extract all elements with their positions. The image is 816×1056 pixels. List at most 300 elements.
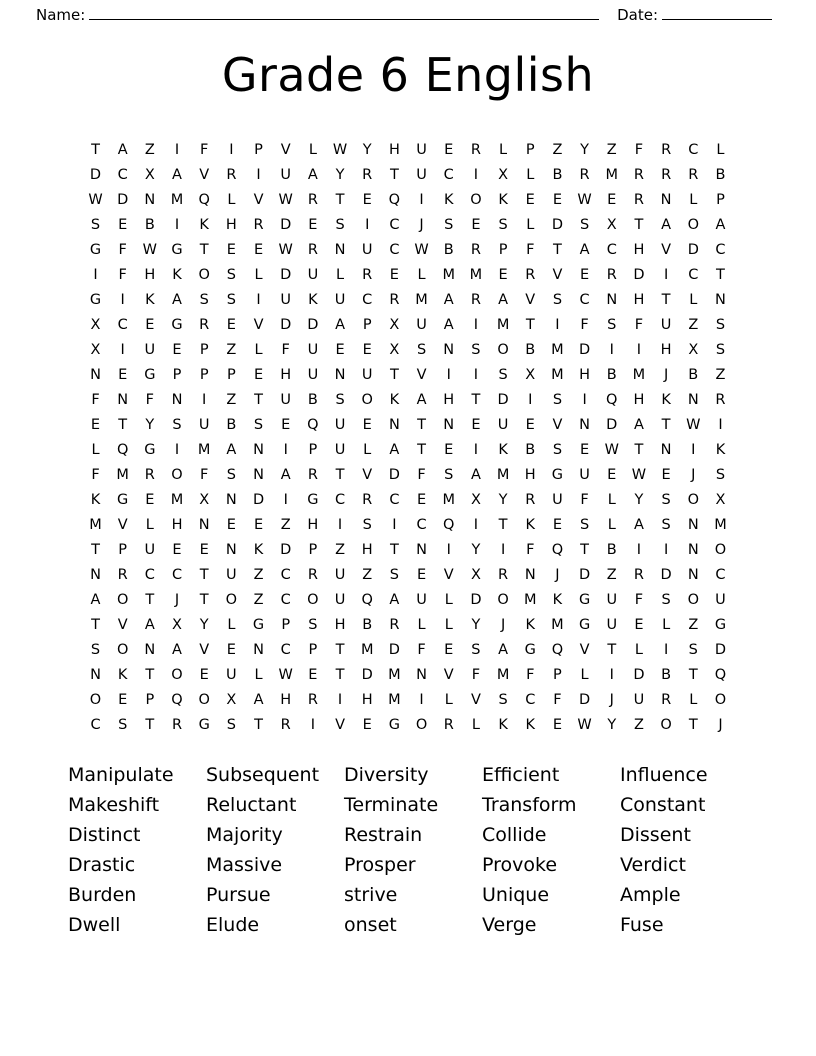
grid-cell: V <box>117 517 128 533</box>
grid-cell: X <box>389 342 400 358</box>
grid-cell: M <box>551 367 564 383</box>
word-list-item: Verge <box>482 914 537 936</box>
grid-cell: G <box>144 367 156 383</box>
grid-cell: E <box>416 567 427 583</box>
grid-cell: S <box>498 217 508 233</box>
grid-cell: U <box>307 267 319 283</box>
grid-cell: Y <box>471 617 481 633</box>
grid-cell: L <box>689 692 698 708</box>
grid-cell: N <box>388 417 400 433</box>
grid-cell: G <box>171 242 183 258</box>
grid-cell: Z <box>688 617 699 633</box>
grid-cell: W <box>577 192 592 208</box>
grid-cell: C <box>334 492 346 508</box>
grid-cell: Z <box>362 567 373 583</box>
grid-cell: T <box>688 667 698 683</box>
grid-cell: R <box>498 567 509 583</box>
grid-cell: T <box>335 642 345 658</box>
grid-row <box>83 388 733 413</box>
grid-cell: R <box>470 292 481 308</box>
grid-cell: F <box>281 342 290 358</box>
grid-cell: C <box>389 492 400 508</box>
grid-cell: K <box>661 392 671 408</box>
grid-cell: L <box>336 267 345 283</box>
grid-cell: D <box>280 317 292 333</box>
grid-cell: R <box>362 267 373 283</box>
grid-cell: R <box>307 242 318 258</box>
word-list-item: Subsequent <box>206 764 320 786</box>
grid-cell: A <box>280 467 291 483</box>
grid-cell: U <box>334 292 346 308</box>
grid-cell: N <box>606 292 618 308</box>
grid-cell: I <box>609 667 614 683</box>
grid-cell: K <box>308 292 318 308</box>
grid-cell: P <box>226 367 236 383</box>
grid-cell: X <box>172 617 182 633</box>
grid-cell: S <box>362 517 372 533</box>
grid-cell: V <box>552 417 563 433</box>
grid-cell: S <box>471 342 481 358</box>
grid-cell: L <box>689 292 698 308</box>
word-list-item: Provoke <box>482 854 558 876</box>
grid-cell: Y <box>471 542 481 558</box>
grid-cell: E <box>525 192 535 208</box>
grid-cell: S <box>498 692 508 708</box>
word-list-item: onset <box>344 914 397 936</box>
grid-cell: I <box>636 342 642 358</box>
grid-cell: N <box>253 467 264 483</box>
date-blank-line <box>662 8 772 20</box>
grid-cell: M <box>442 492 455 508</box>
grid-cell: M <box>388 692 401 708</box>
grid-cell: E <box>308 217 318 233</box>
grid-cell: F <box>91 467 100 483</box>
grid-row <box>83 238 733 263</box>
grid-cell: M <box>523 592 537 608</box>
grid-row <box>83 513 733 538</box>
grid-cell: I <box>174 142 180 158</box>
name-blank-line <box>89 8 599 20</box>
grid-cell: N <box>225 542 237 558</box>
grid-cell: O <box>307 592 319 608</box>
grid-cell: G <box>171 317 183 333</box>
word-search-grid <box>83 138 733 738</box>
word-list-item: strive <box>344 884 398 906</box>
grid-cell: T <box>552 242 562 258</box>
grid-cell: D <box>633 267 645 283</box>
grid-cell: U <box>144 542 156 558</box>
grid-cell: Q <box>551 642 564 658</box>
grid-cell: Y <box>362 142 372 158</box>
grid-cell: I <box>365 217 370 233</box>
grid-cell: L <box>471 717 480 733</box>
grid-row <box>83 188 733 213</box>
grid-cell: E <box>607 467 617 483</box>
grid-cell: I <box>691 442 696 458</box>
grid-cell: D <box>280 542 292 558</box>
grid-cell: L <box>145 517 154 533</box>
grid-cell: G <box>198 717 210 733</box>
grid-cell: D <box>579 342 591 358</box>
grid-cell: Q <box>198 192 210 208</box>
grid-cell: I <box>256 292 261 308</box>
grid-cell: U <box>226 567 237 583</box>
grid-cell: P <box>172 367 182 383</box>
grid-row <box>83 588 733 613</box>
grid-cell: E <box>90 417 101 433</box>
grid-cell: Z <box>226 342 237 358</box>
grid-cell: I <box>473 517 479 533</box>
grid-cell: E <box>362 717 372 733</box>
grid-cell: C <box>525 692 536 708</box>
grid-cell: M <box>170 192 184 208</box>
grid-cell: D <box>280 217 292 233</box>
grid-cell: N <box>90 667 101 683</box>
grid-cell: M <box>605 167 619 183</box>
grid-cell: U <box>334 592 346 608</box>
grid-cell: K <box>525 617 535 633</box>
grid-cell: S <box>498 367 508 383</box>
grid-cell: U <box>307 367 319 383</box>
grid-cell: P <box>199 367 209 383</box>
grid-cell: V <box>362 467 373 483</box>
grid-cell: T <box>389 367 399 383</box>
grid-cell: M <box>496 467 510 483</box>
grid-cell: H <box>633 242 645 258</box>
grid-cell: C <box>715 242 726 258</box>
grid-cell: N <box>524 567 536 583</box>
grid-cell: A <box>226 442 237 458</box>
grid-cell: F <box>634 592 644 608</box>
grid-cell: X <box>199 492 210 508</box>
grid-cell: E <box>145 492 155 508</box>
grid-cell: S <box>579 217 590 233</box>
grid-cell: I <box>419 692 424 708</box>
grid-cell: U <box>334 567 346 583</box>
grid-cell: M <box>714 517 727 533</box>
grid-cell: B <box>688 367 699 383</box>
grid-cell: X <box>715 492 726 508</box>
grid-cell: C <box>579 292 590 308</box>
grid-cell: L <box>607 517 616 533</box>
grid-cell: Z <box>226 392 237 408</box>
grid-cell: W <box>631 467 647 483</box>
grid-cell: F <box>200 467 209 483</box>
grid-cell: K <box>172 267 182 283</box>
grid-cell: T <box>199 242 209 258</box>
grid-cell: E <box>471 217 481 233</box>
grid-cell: W <box>577 717 592 733</box>
grid-cell: C <box>362 292 373 308</box>
grid-row <box>83 213 733 238</box>
grid-cell: N <box>90 367 101 383</box>
grid-cell: L <box>254 667 263 683</box>
grid-cell: S <box>661 592 671 608</box>
grid-cell: C <box>416 517 427 533</box>
grid-cell: N <box>443 342 455 358</box>
word-list <box>58 760 758 940</box>
grid-cell: B <box>715 167 726 183</box>
grid-cell: U <box>416 142 427 158</box>
grid-cell: S <box>607 317 617 333</box>
grid-cell: N <box>687 517 699 533</box>
grid-cell: S <box>226 267 236 283</box>
grid-cell: R <box>307 692 318 708</box>
grid-cell: B <box>307 392 318 408</box>
grid-cell: P <box>716 192 725 208</box>
grid-cell: K <box>525 517 535 533</box>
grid-cell: I <box>663 267 669 283</box>
grid-cell: S <box>226 717 236 733</box>
grid-cell: F <box>634 317 644 333</box>
grid-cell: Y <box>498 492 508 508</box>
word-list-item: Constant <box>620 794 706 816</box>
grid-cell: F <box>118 267 127 283</box>
grid-cell: A <box>172 167 182 183</box>
grid-cell: G <box>524 642 536 658</box>
grid-cell: S <box>552 392 563 408</box>
grid-cell: T <box>254 392 263 408</box>
grid-cell: S <box>552 292 563 308</box>
grid-cell: E <box>199 667 209 683</box>
grid-cell: M <box>551 617 564 633</box>
grid-cell: E <box>118 217 128 233</box>
word-list-item: Ample <box>620 884 681 906</box>
grid-cell: O <box>171 467 183 483</box>
grid-cell: U <box>416 317 427 333</box>
grid-cell: R <box>606 267 617 283</box>
grid-cell: N <box>144 642 156 658</box>
grid-cell: N <box>198 517 210 533</box>
grid-cell: X <box>226 692 237 708</box>
grid-cell: R <box>226 167 237 183</box>
grid-cell: N <box>687 542 699 558</box>
grid-row <box>83 413 733 438</box>
grid-cell: Y <box>580 142 590 158</box>
grid-cell: I <box>446 542 451 558</box>
grid-row <box>83 438 733 463</box>
grid-cell: Q <box>116 442 129 458</box>
grid-cell: N <box>443 417 455 433</box>
grid-row <box>83 313 733 338</box>
grid-cell: G <box>307 492 319 508</box>
grid-cell: K <box>443 192 454 208</box>
grid-cell: C <box>688 142 699 158</box>
grid-cell: V <box>253 192 264 208</box>
grid-cell: I <box>500 542 506 558</box>
grid-cell: L <box>417 617 426 633</box>
grid-cell: F <box>526 242 535 258</box>
grid-cell: C <box>443 167 454 183</box>
grid-row <box>83 138 733 163</box>
grid-cell: D <box>470 592 482 608</box>
grid-row <box>83 613 733 638</box>
grid-cell: S <box>90 642 101 658</box>
grid-cell: I <box>174 442 180 458</box>
grid-cell: C <box>280 567 291 583</box>
grid-cell: K <box>552 592 563 608</box>
grid-row <box>83 288 733 313</box>
grid-cell: C <box>280 642 291 658</box>
grid-cell: S <box>335 217 345 233</box>
grid-cell: H <box>633 392 645 408</box>
grid-cell: R <box>715 392 726 408</box>
grid-cell: T <box>199 567 209 583</box>
grid-cell: T <box>688 717 698 733</box>
grid-cell: W <box>278 242 293 258</box>
grid-cell: P <box>553 667 562 683</box>
grid-cell: T <box>498 517 508 533</box>
grid-cell: L <box>227 192 236 208</box>
grid-cell: L <box>634 642 643 658</box>
grid-cell: L <box>662 617 671 633</box>
grid-cell: X <box>470 492 481 508</box>
grid-cell: I <box>256 167 261 183</box>
grid-cell: E <box>281 417 291 433</box>
grid-cell: P <box>254 142 263 158</box>
grid-cell: P <box>362 317 372 333</box>
grid-cell: H <box>280 367 292 383</box>
grid-cell: H <box>225 217 237 233</box>
word-list-column <box>206 760 344 940</box>
grid-cell: D <box>89 167 102 183</box>
grid-cell: R <box>525 492 536 508</box>
grid-cell: W <box>278 192 293 208</box>
grid-cell: T <box>634 217 644 233</box>
grid-cell: B <box>606 542 617 558</box>
grid-cell: V <box>199 167 210 183</box>
word-list-item: Diversity <box>344 764 429 786</box>
grid-cell: E <box>118 367 128 383</box>
grid-cell: E <box>580 267 590 283</box>
grid-cell: R <box>661 692 672 708</box>
grid-cell: R <box>362 167 373 183</box>
grid-cell: I <box>392 517 397 533</box>
grid-cell: D <box>714 642 727 658</box>
grid-cell: N <box>117 392 129 408</box>
grid-cell: V <box>661 242 672 258</box>
grid-cell: E <box>226 242 236 258</box>
grid-cell: N <box>253 442 264 458</box>
grid-cell: M <box>442 267 455 283</box>
grid-cell: K <box>90 492 101 508</box>
grid-cell: M <box>415 292 428 308</box>
grid-cell: R <box>470 242 481 258</box>
grid-cell: R <box>389 617 400 633</box>
grid-cell: I <box>419 192 424 208</box>
grid-cell: K <box>498 192 508 208</box>
grid-cell: C <box>688 267 699 283</box>
word-list-item: Efficient <box>482 764 560 786</box>
grid-cell: H <box>171 517 183 533</box>
name-date-header <box>0 0 816 24</box>
grid-row <box>83 263 733 288</box>
grid-cell: V <box>552 267 563 283</box>
grid-cell: B <box>443 242 454 258</box>
grid-cell: V <box>525 292 536 308</box>
grid-cell: T <box>716 267 725 283</box>
grid-cell: L <box>91 442 100 458</box>
grid-cell: E <box>226 517 236 533</box>
grid-cell: L <box>499 142 508 158</box>
grid-cell: S <box>90 217 101 233</box>
grid-cell: S <box>118 717 128 733</box>
grid-cell: P <box>281 617 291 633</box>
grid-cell: Z <box>253 592 264 608</box>
grid-cell: J <box>500 617 506 633</box>
grid-cell: E <box>552 517 562 533</box>
grid-cell: R <box>253 217 264 233</box>
grid-cell: U <box>416 167 427 183</box>
grid-cell: P <box>118 542 128 558</box>
grid-cell: M <box>388 667 401 683</box>
grid-cell: D <box>280 267 292 283</box>
grid-cell: T <box>145 592 155 608</box>
word-list-column <box>620 760 758 940</box>
grid-cell: M <box>116 467 129 483</box>
grid-cell: E <box>362 192 372 208</box>
grid-cell: K <box>498 442 508 458</box>
grid-cell: Z <box>715 367 726 383</box>
grid-cell: X <box>90 317 101 333</box>
grid-cell: T <box>91 617 100 633</box>
grid-cell: W <box>332 142 348 158</box>
grid-cell: D <box>117 192 129 208</box>
grid-cell: O <box>714 542 727 558</box>
grid-cell: V <box>443 667 454 683</box>
word-list-item: Dissent <box>620 824 691 846</box>
word-list-item: Influence <box>620 764 708 786</box>
grid-cell: B <box>144 217 155 233</box>
grid-cell: A <box>144 617 155 633</box>
grid-cell: S <box>715 467 726 483</box>
grid-cell: R <box>633 167 644 183</box>
grid-cell: T <box>471 392 481 408</box>
grid-cell: I <box>473 442 479 458</box>
grid-cell: O <box>714 692 727 708</box>
grid-cell: F <box>417 642 426 658</box>
grid-cell: G <box>117 492 129 508</box>
grid-cell: M <box>89 517 102 533</box>
grid-cell: E <box>253 517 264 533</box>
grid-cell: V <box>416 367 427 383</box>
word-list-item: Restrain <box>344 824 423 846</box>
grid-cell: F <box>553 692 562 708</box>
grid-cell: X <box>606 217 617 233</box>
grid-cell: W <box>604 442 619 458</box>
grid-cell: R <box>362 492 373 508</box>
grid-cell: M <box>197 442 211 458</box>
grid-cell: H <box>334 617 346 633</box>
grid-cell: C <box>389 242 400 258</box>
grid-cell: A <box>307 167 318 183</box>
grid-cell: N <box>171 392 183 408</box>
grid-cell: I <box>446 367 451 383</box>
grid-cell: A <box>172 292 182 308</box>
grid-cell: F <box>91 392 100 408</box>
grid-cell: E <box>362 342 372 358</box>
word-list-item: Distinct <box>68 824 141 846</box>
grid-cell: J <box>663 367 669 383</box>
grid-cell: I <box>283 492 288 508</box>
grid-cell: U <box>307 342 319 358</box>
grid-cell: I <box>337 517 343 533</box>
grid-cell: E <box>253 367 264 383</box>
grid-cell: M <box>632 367 646 383</box>
grid-cell: E <box>308 667 318 683</box>
grid-cell: U <box>334 417 346 433</box>
grid-cell: A <box>443 292 454 308</box>
